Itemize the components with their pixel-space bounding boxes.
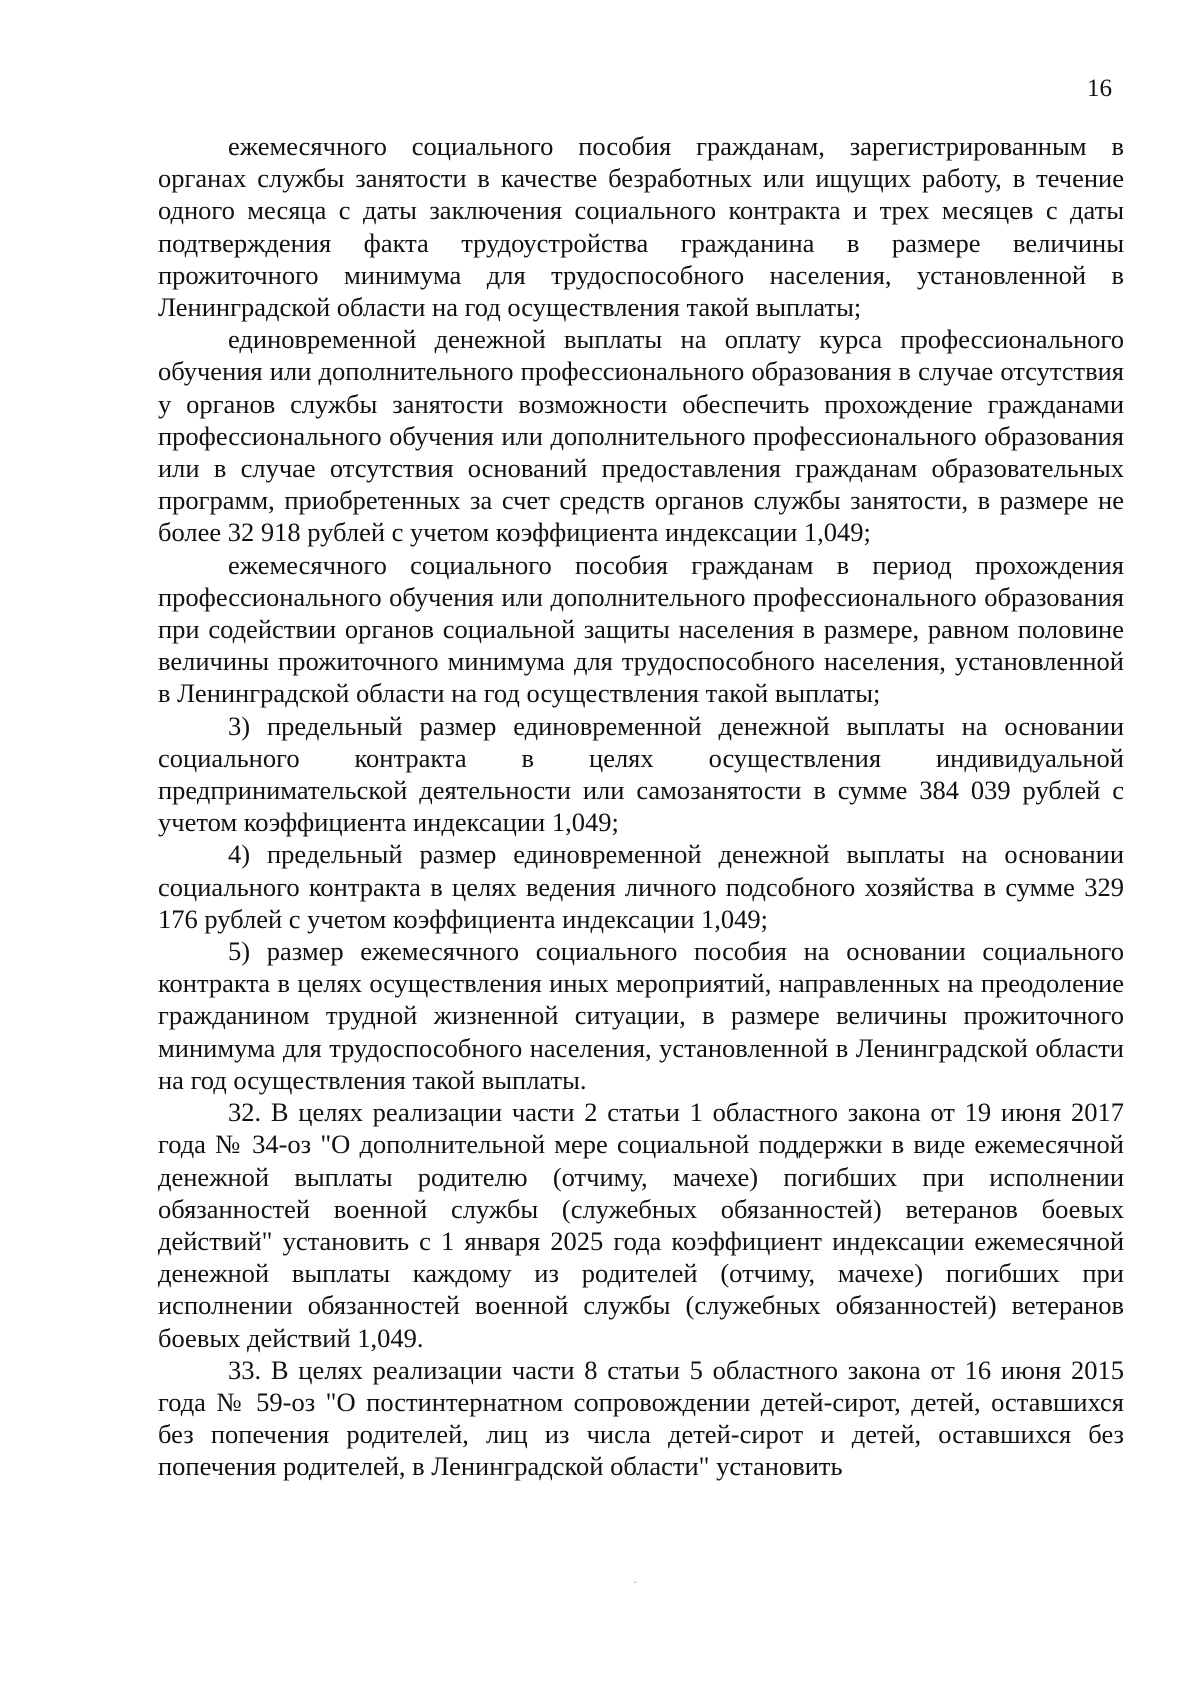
- paragraph-monthly-benefit-unemployed: ежемесячного социального пособия гражданам, зарегистрированным в органах службы занятости в качестве безработных или ищущих работу, в течение одного месяца с даты заключения социального контракта и трех месяцев с даты подтверждения факта трудоустройства гражданина в размере величины прожиточного минимума для трудоспособного населения, установленной в Ленинградской области на год осуществления такой выплаты;: [158, 131, 1124, 323]
- paragraph-item-5: 5) размер ежемесячного социального пособия на основании социального контракта в целях осуществления иных мероприятий, направленных на преодоление гражданином трудной жизненной ситуации, в размере величины прожиточного минимума для трудоспособного населения, установленной в Ленинградской области на год осуществления такой выплаты.: [158, 936, 1124, 1095]
- paragraph-clause-32: 32. В целях реализации части 2 статьи 1 областного закона от 19 июня 2017 года № 34-оз "О дополнительной мере социальной поддержки в виде ежемесячной денежной выплаты родителю (отчиму, мачехе) погибших при исполнении обязанностей военной службы (служебных обязанностей) ветеранов боевых действий" установить с 1 января 2025 года коэффициент индексации ежемесячной денежной выплаты каждому из родителей (отчиму, мачехе) погибших при исполнении обязанностей военной службы (служебных обязанностей) ветеранов боевых действий 1,049.: [158, 1097, 1124, 1353]
- paragraph-item-4: 4) предельный размер единовременной денежной выплаты на основании социального контракта в целях ведения личного подсобного хозяйства в сумме 329 176 рублей с учетом коэффициента индексации 1,049;: [158, 839, 1124, 934]
- paragraph-clause-33: 33. В целях реализации части 8 статьи 5 областного закона от 16 июня 2015 года № 59-оз "О постинтернатном сопровождении детей-сирот, детей, оставшихся без попечения родителей, лиц из числа детей-сирот и детей, оставшихся без попечения родителей, в Ленинградской области" установить: [158, 1354, 1124, 1482]
- page-number: 16: [1087, 75, 1112, 102]
- scan-speck: ·: [633, 1575, 637, 1589]
- document-body: [158, 130, 1124, 1483]
- paragraph-item-3: 3) предельный размер единовременной денежной выплаты на основании социального контракта в целях осуществления индивидуальной предпринимательской деятельности или самозанятости в сумме 384 039 рублей с учетом коэффициента индексации 1,049;: [158, 710, 1124, 838]
- paragraph-monthly-benefit-training: ежемесячного социального пособия гражданам в период прохождения профессионального обучения или дополнительного профессионального образования при содействии органов социальной защиты населения в размере, равном половине величины прожиточного минимума для трудоспособного населения, установленной в Ленинградской области на год осуществления такой выплаты;: [158, 549, 1124, 709]
- paragraph-training-payment: единовременной денежной выплаты на оплату курса профессионального обучения или дополнительного профессионального образования в случае отсутствия у органов службы занятости возможности обеспечить прохождение гражданами профессионального обучения или дополнительного профессионального образования или в случае отсутствия оснований предоставления гражданам образовательных программ, приобретенных за счет средств органов службы занятости, в размере не более 32 918 рублей с учетом коэффициента индексации 1,049;: [158, 324, 1124, 548]
